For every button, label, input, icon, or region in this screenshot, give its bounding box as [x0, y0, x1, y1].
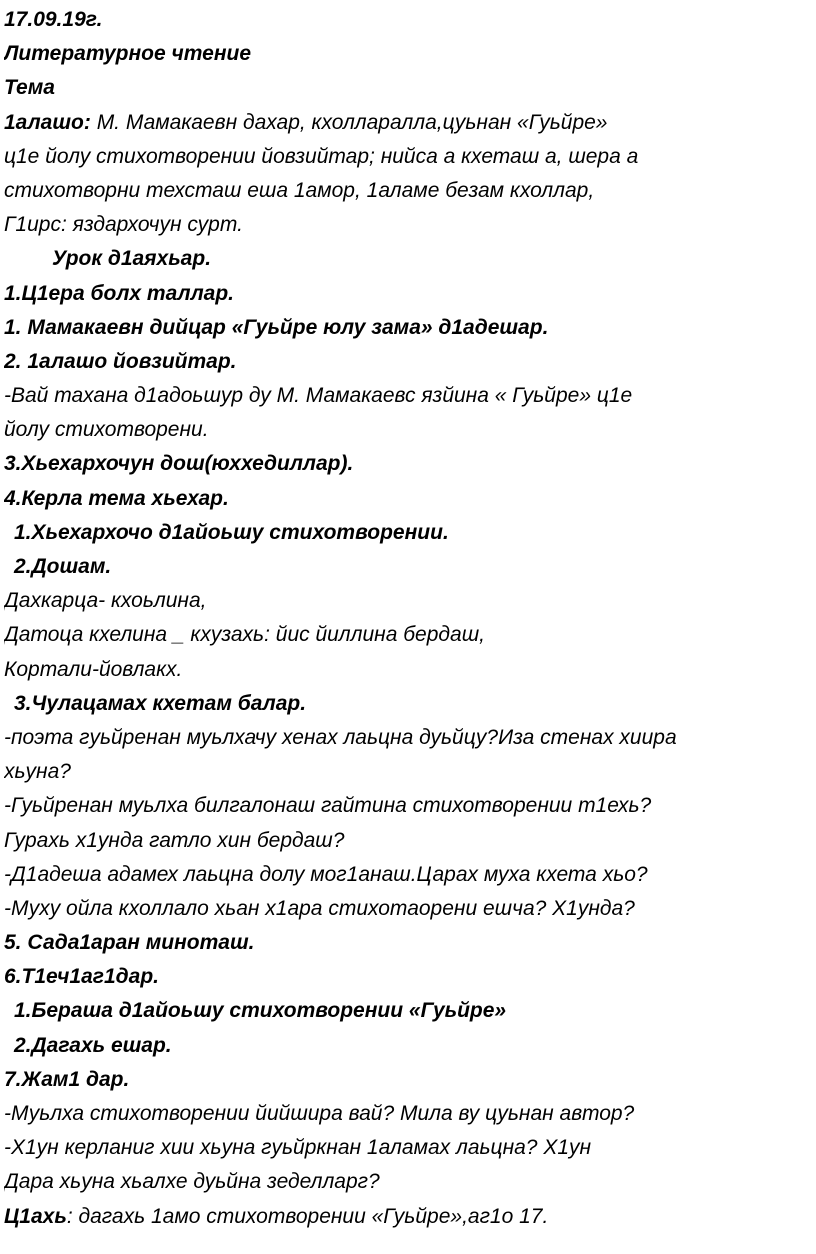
- goal-line-1: [4, 106, 812, 140]
- homework-label: Ц1ахь: [4, 1204, 67, 1228]
- vocab-1: Дахкарца- кхоьлина,: [4, 589, 207, 613]
- goal-label: 1алашо:: [4, 110, 91, 134]
- question-5: -Муьлха стихотворении йийшира вай? Мила ву цуьнан автор?: [4, 1102, 635, 1125]
- question-1a: -поэта гуьйренан муьлхачу хенах лаьцна дуьйцу?Иза стенах хиира: [4, 725, 677, 749]
- goal-line-3: стихотворни техсташ еша 1амор, 1аламе безам кхоллар,: [4, 178, 595, 202]
- equipment-line: Г1ирс: яздархочун сурт.: [4, 213, 243, 237]
- lesson-heading: Урок д1аяхьар.: [52, 247, 212, 271]
- step-6: 6.Т1еч1аг1дар.: [4, 965, 159, 989]
- step-4-2: 2.Дошам.: [14, 555, 112, 578]
- homework-line: [4, 1200, 812, 1234]
- step-4-1: 1.Хьехархочо д1айоьшу стихотворении.: [14, 520, 449, 544]
- step-3: 3.Хьехархочун дош(юххедиллар).: [4, 452, 354, 476]
- step-1b: 1. Мамакаевн дийцар «Гуьйре юлу зама» д1адешар.: [4, 315, 549, 339]
- question-1b: хьуна?: [4, 760, 71, 784]
- subject-line: Литературное чтение: [4, 42, 252, 66]
- question-4: -Муху ойла кхоллало хьан х1ара стихотаорени ешча? Х1унда?: [4, 896, 635, 920]
- question-2a: -Гуьйренан муьлха билгалонаш гайтина стихотворении т1ехь?: [4, 794, 652, 818]
- homework-text: : дагахь 1амо стихотворении «Гуьйре»,аг1о 17.: [66, 1204, 549, 1228]
- question-6: -Х1ун керланиг хии хьуна гуьйркнан 1аламах лаьцна? Х1ун: [4, 1136, 592, 1160]
- question-2b: Гурахь х1унда гатло хин бердаш?: [4, 828, 345, 852]
- step-6-1: 1.Бераша д1айоьшу стихотворении «Гуьйре»: [14, 999, 507, 1023]
- step-2-text-2: йолу стихотворени.: [4, 418, 209, 442]
- question-3: -Д1адеша адамех лаьцна долу мог1анаш.Царах муха кхета хьо?: [4, 862, 648, 886]
- step-4: 4.Керла тема хьехар.: [4, 486, 229, 510]
- step-2-text-1: -Вай тахана д1адоьшур ду М. Мамакаевс язйина « Гуьйре» ц1е: [4, 384, 633, 408]
- vocab-2: Датоца кхелина _ кхузахь: йис йиллина бердаш,: [4, 623, 485, 647]
- vocab-3: Кортали-йовлакх.: [4, 657, 183, 681]
- step-6-2: 2.Дагахь ешар.: [14, 1033, 172, 1057]
- topic-label: Тема: [4, 76, 55, 100]
- step-4-3: 3.Чулацамах кхетам балар.: [14, 691, 307, 715]
- step-5: 5. Сада1аран миноташ.: [4, 931, 255, 955]
- step-7: 7.Жам1 дар.: [4, 1067, 130, 1091]
- step-2: 2. 1алашо йовзийтар.: [4, 349, 237, 373]
- step-1: 1.Ц1ера болх таллар.: [4, 281, 235, 305]
- date-line: 17.09.19г.: [4, 8, 103, 31]
- goal-line-2: ц1е йолу стихотворении йовзийтар; нийса а кхеташ а, шера а: [4, 144, 639, 168]
- goal-text-1: М. Мамакаевн дахар, кхолларалла,цуьнан «Гуьйре»: [90, 110, 608, 134]
- question-7: Дара хьуна хьалхе дуьйна зеделларг?: [4, 1170, 380, 1194]
- lesson-plan-document: [4, 3, 812, 1234]
